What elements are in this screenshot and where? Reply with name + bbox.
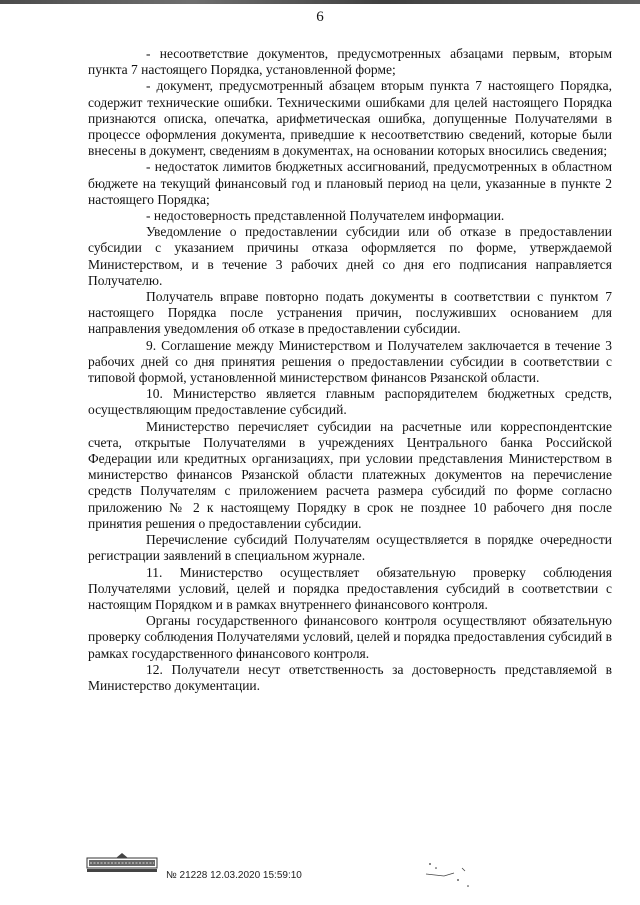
document-body <box>88 46 612 694</box>
scan-marks-icon <box>424 860 474 890</box>
document-registration-id: № 21228 12.03.2020 15:59:10 <box>166 870 302 881</box>
paragraph: 9. Соглашение между Министерством и Получателем заключается в течение 3 рабочих дней со дня принятия решения о предоставлении субсидии в соответствии с типовой формой, установленной министерством финансов Рязанской области. <box>88 337 612 386</box>
registry-stamp-icon <box>86 852 158 874</box>
paragraph: 11. Министерство осуществляет обязательную проверку соблюдения Получателями условий, целей и порядка предоставления субсидий в соответствии с настоящим Порядком и в рамках внутреннего финансового контроля. <box>88 564 612 612</box>
paragraph: 10. Министерство является главным распорядителем бюджетных средств, осуществляющим предоставление субсидий. <box>88 386 612 418</box>
paragraph: Уведомление о предоставлении субсидии или об отказе в предоставлении субсидии с указанием причины отказа оформляется по форме, утверждаемой Министерством, и в течение 3 рабочих дней со дня его подписания направляется Получателю. <box>88 224 612 288</box>
page-number: 6 <box>316 9 324 25</box>
paragraph: Органы государственного финансового контроля осуществляют обязательную проверку соблюдения Получателями условий, целей и порядка предоставления субсидий в рамках государственного финансового контроля. <box>88 613 612 661</box>
paragraph: Получатель вправе повторно подать документы в соответствии с пунктом 7 настоящего Порядка после устранения причин, послуживших основанием для направления уведомления об отказе в предоставлении субсидии. <box>88 289 612 337</box>
paragraph: Перечисление субсидий Получателям осуществляется в порядке очередности регистрации заявлений в специальном журнале. <box>88 532 612 564</box>
paragraph: 12. Получатели несут ответственность за достоверность представляемой в Министерство документации. <box>88 661 612 693</box>
paragraph: - документ, предусмотренный абзацем вторым пункта 7 настоящего Порядка, содержит технические ошибки. Техническими ошибками для целей настоящего Порядка признаются описка, опечатка, арифметическая ошибка, допущенные Получателями в процессе оформления документа, приведшие к несоответствию сведений, которые были внесены в документ, сведениям в документах, на основании которых вносились сведения; <box>88 78 612 159</box>
scan-edge <box>0 0 640 4</box>
paragraph: - несоответствие документов, предусмотренных абзацами первым, вторым пункта 7 настоящего Порядка, установленной форме; <box>88 46 612 78</box>
paragraph: - недостаток лимитов бюджетных ассигнований, предусмотренных в областном бюджете на текущий финансовый год и плановый период на цели, указанные в пункте 2 настоящего Порядка; <box>88 159 612 207</box>
paragraph: - недостоверность представленной Получателем информации. <box>146 208 505 224</box>
paragraph: Министерство перечисляет субсидии на расчетные или корреспондентские счета, открытые Получателями в учреждениях Центрального банка Российской Федерации или кредитных организациях, при условии представления Министерством в министерство финансов Рязанской области платежных документов на перечисление средств Получателям с приложением расчета размера субсидий по форме согласно приложению № 2 к настоящему Порядку в срок не позднее 10 рабочего дня после принятия решения о предоставлении субсидии. <box>88 418 612 531</box>
